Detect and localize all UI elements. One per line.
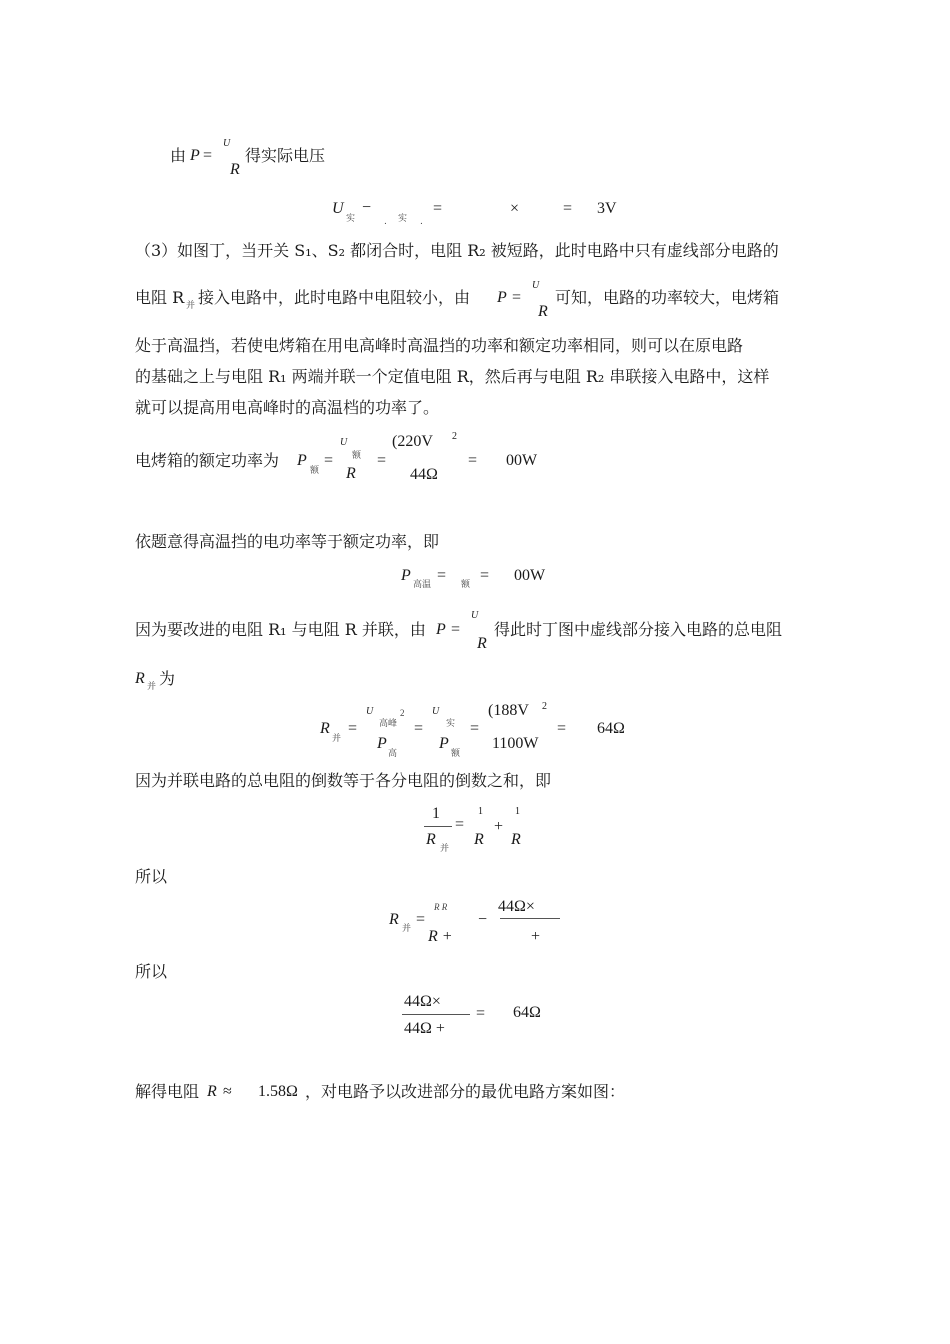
rpe-eq1: =: [348, 720, 358, 737]
s1-you: 由: [170, 146, 187, 165]
rpe-u2sub: 实: [446, 719, 456, 729]
p3-line2-eq: =: [512, 289, 522, 306]
suoyi-2: 所以: [135, 962, 168, 981]
p3-line1: （3）如图丁，当开关 S₁、S₂ 都闭合时，电阻 R₂ 被短路，此时电路中只有虚线部分电路的: [135, 241, 779, 260]
s1-eq: =: [203, 147, 213, 164]
rated-eq1: =: [324, 452, 334, 469]
p3-line2a: 电阻 R: [135, 288, 185, 307]
rated-num: (220V: [392, 433, 433, 450]
s1-U: U: [223, 138, 231, 149]
recip-plus: +: [494, 818, 504, 835]
solve-approx: ≈: [223, 1083, 232, 1100]
s2-sub2: 实: [398, 214, 408, 224]
rpar2-den: R +: [428, 928, 453, 945]
rpar2-eq: =: [416, 911, 426, 928]
rpar2-num2: 44Ω×: [498, 898, 535, 915]
p3-line3: 处于高温挡，若使电烤箱在用电高峰时高温挡的功率和额定功率相同，则可以在原电路: [135, 336, 744, 355]
recip-one: 1: [432, 805, 440, 822]
rpar2-sub: 并: [402, 924, 412, 934]
s2-sub: 实: [346, 214, 356, 224]
para2-U: U: [471, 610, 479, 621]
rpe-U1: U: [366, 706, 374, 717]
rpe-U2: U: [432, 706, 440, 717]
para2-a: 因为要改进的电阻 R₁ 与电阻 R 并联，由: [135, 620, 426, 639]
s2-res: 3V: [597, 200, 617, 217]
s2-dot2: .: [420, 217, 423, 227]
rpe-sub: 并: [332, 734, 342, 744]
rated-sub: 额: [310, 466, 320, 476]
s1-P: P: [190, 147, 200, 164]
rpe-eq3: =: [470, 720, 480, 737]
p3-line2-P: P: [497, 289, 507, 306]
s2-eq2: =: [563, 200, 573, 217]
rpe-sup1: 2: [400, 708, 405, 718]
highp-text: 依题意得高温挡的电功率等于额定功率，即: [135, 532, 440, 551]
recip-n1: 1: [478, 806, 483, 817]
recip-d2: R: [511, 831, 521, 848]
recip-n2: 1: [515, 806, 520, 817]
rpe-P1: P: [377, 735, 387, 752]
rated-eq2: =: [377, 452, 387, 469]
s2-times: ×: [510, 200, 520, 217]
calc-fraction-bar: [402, 1014, 470, 1015]
solve-b: ，对电路予以改进部分的最优电路方案如图：: [305, 1082, 626, 1101]
rpar-tail: 为: [159, 669, 176, 688]
rpe-P2: P: [439, 735, 449, 752]
solve-a: 解得电阻: [135, 1082, 200, 1101]
rpe-sup3: 2: [542, 701, 547, 712]
rpar2-num: R R: [434, 902, 448, 912]
calc-res: 64Ω: [513, 1004, 541, 1021]
rpe-eq2: =: [414, 720, 424, 737]
s2-U: U: [332, 200, 344, 217]
rated-sup: 2: [452, 431, 457, 442]
para2-P: P: [436, 621, 446, 638]
calc-den: 44Ω +: [404, 1020, 445, 1037]
rpe-num: (188V: [488, 702, 529, 719]
p3-line2-R: R: [538, 303, 548, 320]
rpar2-R: R: [389, 911, 399, 928]
recip-R: R: [426, 831, 436, 848]
highp-eq: =: [437, 567, 447, 584]
s2-eq: =: [433, 200, 443, 217]
s2-dot: .: [384, 217, 387, 227]
rpar2-dash: −: [478, 911, 488, 928]
highp-sub2: 额: [461, 580, 471, 590]
rpar-sub: 并: [147, 682, 157, 692]
p3-line2-U: U: [532, 280, 540, 291]
rpar-R: R: [135, 670, 145, 687]
rpe-p2sub: 额: [451, 749, 461, 759]
highp-sub: 高温: [413, 580, 432, 590]
s1-tail: 得实际电压: [245, 146, 326, 165]
rated-R: R: [346, 465, 356, 482]
rated-U: U: [340, 437, 348, 448]
rpar2-fraction-bar: [500, 918, 560, 919]
suoyi-1: 所以: [135, 867, 168, 886]
p3-line4: 的基础之上与电阻 R₁ 两端并联一个定值电阻 R，然后再与电阻 R₂ 串联接入电路中，这样: [135, 367, 770, 386]
rpe-den: 1100W: [492, 735, 539, 752]
para2-eq: =: [451, 621, 461, 638]
s2-dash: −: [362, 199, 372, 216]
p3-line2c: 可知，电路的功率较大，电烤箱: [555, 288, 780, 307]
calc-eq: =: [476, 1005, 486, 1022]
rpe-u1sub: 高峰: [379, 719, 398, 729]
recip-d1: R: [474, 831, 484, 848]
rpar2-den2: +: [531, 928, 541, 945]
rated-label: 电烤箱的额定功率为: [135, 451, 280, 470]
rpe-R: R: [320, 720, 330, 737]
rpe-p1sub: 高: [388, 749, 398, 759]
highp-P: P: [401, 567, 411, 584]
rated-eq3: =: [468, 452, 478, 469]
rated-res: 00W: [506, 452, 538, 469]
rpe-res: 64Ω: [597, 720, 625, 737]
solve-val: 1.58Ω: [258, 1083, 298, 1100]
p3-line2-sub: 并: [186, 301, 196, 311]
recip-fraction-bar: [424, 826, 452, 827]
highp-res: 00W: [514, 567, 546, 584]
highp-eq2: =: [480, 567, 490, 584]
solve-R: R: [207, 1083, 217, 1100]
s1-R: R: [230, 161, 240, 178]
para3: 因为并联电路的总电阻的倒数等于各分电阻的倒数之和，即: [135, 771, 552, 790]
rpe-eq4: =: [557, 720, 567, 737]
p3-line2b: 接入电路中，此时电路中电阻较小，由: [198, 288, 471, 307]
para2-b: 得此时丁图中虚线部分接入电路的总电阻: [494, 620, 783, 639]
p3-line5: 就可以提高用电高峰时的高温档的功率了。: [135, 398, 440, 417]
rated-P: P: [297, 452, 307, 469]
para2-R: R: [477, 635, 487, 652]
rated-den: 44Ω: [410, 466, 438, 483]
calc-num: 44Ω×: [404, 993, 441, 1010]
rated-usub: 额: [352, 451, 362, 461]
recip-sub: 并: [440, 844, 450, 854]
recip-eq: =: [455, 816, 465, 833]
